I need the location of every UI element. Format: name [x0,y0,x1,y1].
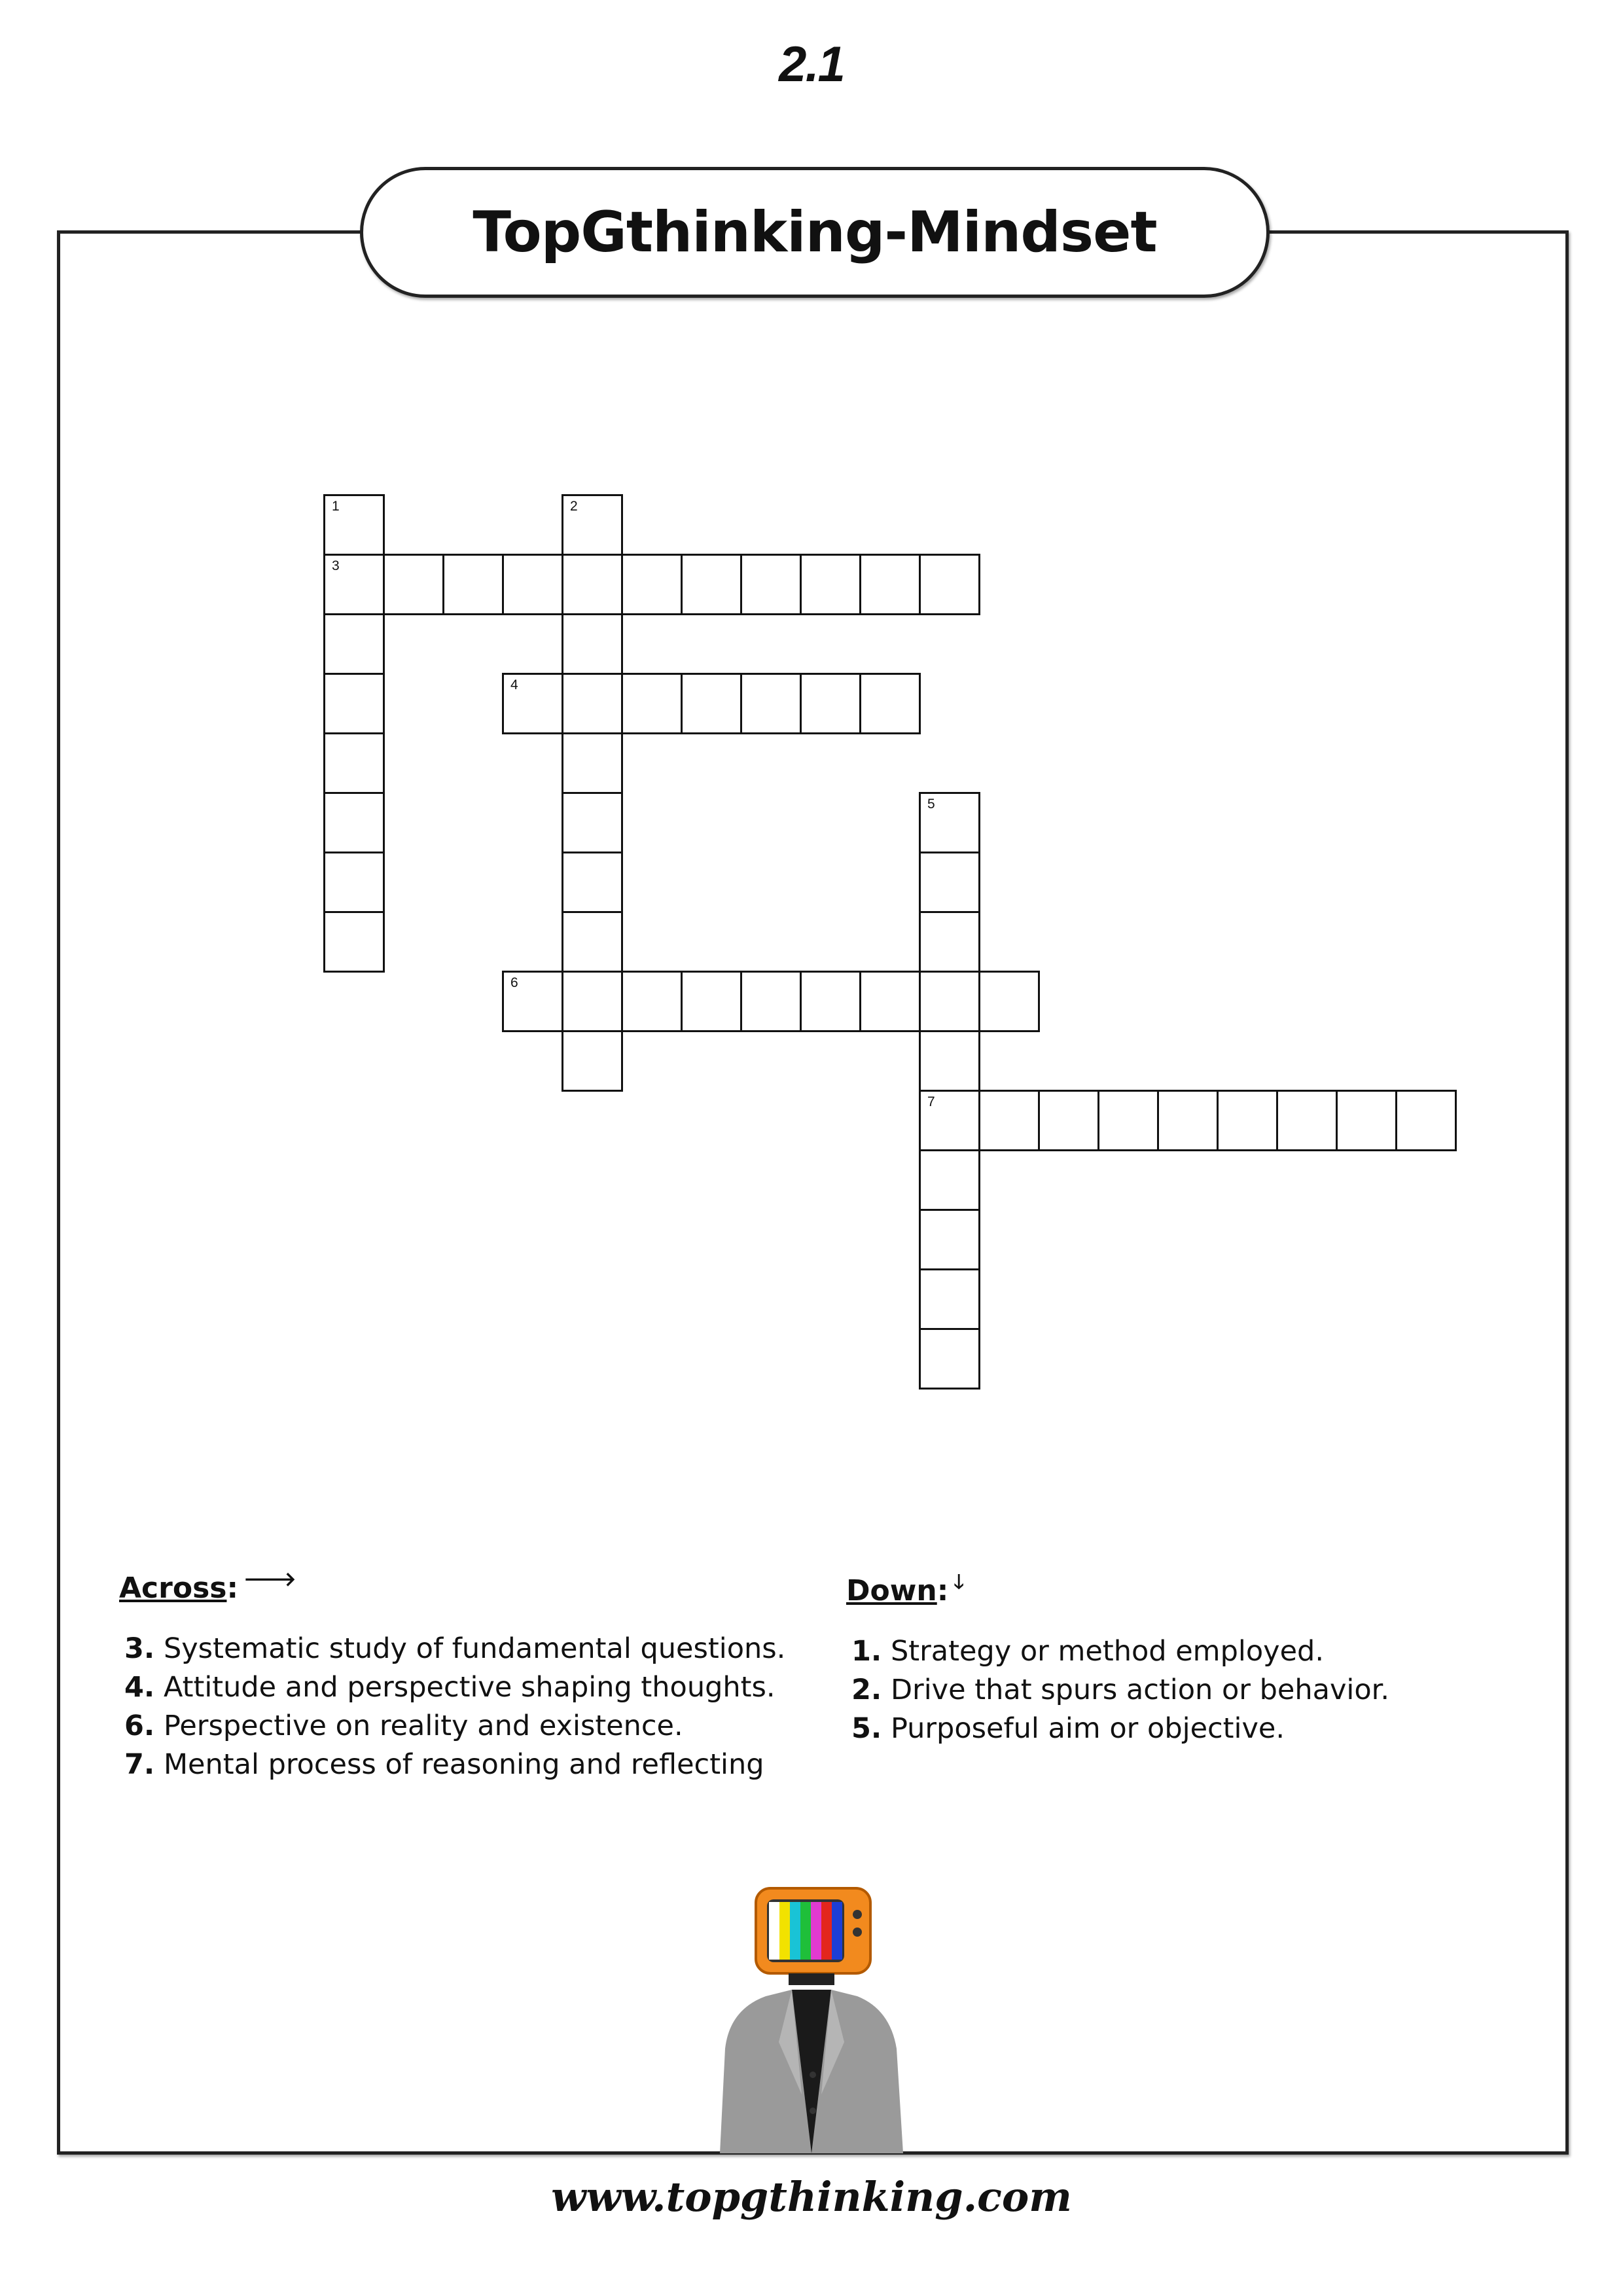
cell-number: 2 [570,499,578,514]
crossword-cell[interactable] [1217,1090,1278,1151]
crossword-cell[interactable] [323,732,385,794]
arrow-down-icon: 🡓 [954,1571,964,1594]
crossword-cell[interactable] [562,792,623,853]
crossword-cell[interactable] [919,911,980,973]
crossword-cell[interactable] [323,494,385,556]
crossword-cell[interactable] [562,1030,623,1092]
title-banner [360,167,1270,298]
arrow-right-icon: 🡒 [243,1568,296,1591]
across-clues [119,1568,813,1784]
clue-across-3: 3. Systematic study of fundamental questions. [124,1632,786,1665]
crossword-cell[interactable] [562,673,623,734]
crossword-cell[interactable] [383,554,444,615]
crossword-cell[interactable] [323,673,385,734]
crossword-cell[interactable] [919,1268,980,1330]
crossword-cell[interactable] [502,971,563,1032]
crossword-cell[interactable] [681,554,742,615]
footer-url: www.topgthinking.com [551,2173,1072,2221]
crossword-cell[interactable] [562,732,623,794]
down-heading: Down: 🡓 [846,1571,964,1607]
crossword-cell[interactable] [919,1090,980,1151]
crossword-cell[interactable] [1336,1090,1397,1151]
page-title: TopGthinking-Mindset [473,200,1157,265]
test-bar [779,1902,790,1960]
clue-down-1: 1. Strategy or method employed. [851,1635,1324,1668]
crossword-cell[interactable] [919,1030,980,1092]
crossword-cell[interactable] [919,554,980,615]
cell-number: 6 [510,975,518,990]
crossword-cell[interactable] [919,1328,980,1390]
crossword-cell[interactable] [323,792,385,853]
test-bar [811,1902,821,1960]
test-bar [769,1902,779,1960]
crossword-cell[interactable] [502,554,563,615]
down-clues [846,1568,1501,1748]
crossword-cell[interactable] [323,554,385,615]
crossword-cell[interactable] [323,613,385,675]
crossword-cell[interactable] [919,852,980,913]
test-bar [790,1902,800,1960]
crossword-cell[interactable] [1157,1090,1219,1151]
crossword-cell[interactable] [562,852,623,913]
crossword-cell[interactable] [859,554,921,615]
crossword-cell[interactable] [621,554,683,615]
tv-head-person-icon [694,1885,929,2153]
crossword-cell[interactable] [1097,1090,1159,1151]
crossword-cell[interactable] [562,971,623,1032]
crossword-cell[interactable] [502,673,563,734]
crossword-cell[interactable] [562,911,623,973]
crossword-cell[interactable] [859,971,921,1032]
crossword-cell[interactable] [681,673,742,734]
cell-number: 5 [927,797,935,812]
clue-down-5: 5. Purposeful aim or objective. [851,1712,1285,1745]
cell-number: 4 [510,677,518,692]
crossword-cell[interactable] [859,673,921,734]
crossword-cell[interactable] [323,911,385,973]
crossword-cell[interactable] [621,971,683,1032]
crossword-cell[interactable] [800,554,861,615]
crossword-cell[interactable] [562,494,623,556]
crossword-cell[interactable] [919,971,980,1032]
crossword-cell[interactable] [1038,1090,1099,1151]
cell-number: 1 [332,499,340,514]
clue-across-7: 7. Mental process of reasoning and reflecting [124,1748,764,1781]
crossword-cell[interactable] [740,971,802,1032]
clue-across-6: 6. Perspective on reality and existence. [124,1710,683,1742]
crossword-cell[interactable] [919,792,980,853]
clue-down-2: 2. Drive that spurs action or behavior. [851,1674,1390,1706]
crossword-cell[interactable] [978,1090,1040,1151]
crossword-cell[interactable] [740,554,802,615]
crossword-cell[interactable] [800,673,861,734]
crossword-cell[interactable] [681,971,742,1032]
crossword-cell[interactable] [562,613,623,675]
puzzle-frame [57,230,1569,2155]
across-heading: Across: 🡒 [119,1568,296,1605]
crossword-cell[interactable] [978,971,1040,1032]
test-bar [821,1902,832,1960]
crossword-cell[interactable] [621,673,683,734]
crossword-cell[interactable] [919,1149,980,1211]
crossword-cell[interactable] [562,554,623,615]
crossword-cell[interactable] [1276,1090,1338,1151]
crossword-cell[interactable] [323,852,385,913]
crossword-cell[interactable] [740,673,802,734]
test-bar [800,1902,811,1960]
crossword-cell[interactable] [800,971,861,1032]
crossword-cell[interactable] [1395,1090,1457,1151]
page-number: 2.1 [779,37,844,92]
crossword-cell[interactable] [919,1209,980,1270]
crossword-cell[interactable] [442,554,504,615]
cell-number: 3 [332,558,340,573]
clue-across-4: 4. Attitude and perspective shaping thoughts. [124,1671,776,1704]
test-bar [832,1902,842,1960]
cell-number: 7 [927,1094,935,1109]
